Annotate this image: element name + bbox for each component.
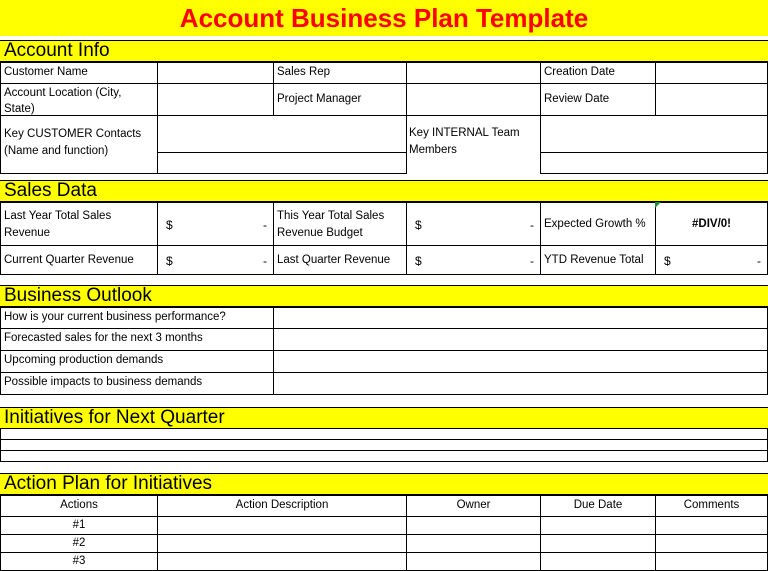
question-4: Possible impacts to business demands (0, 372, 274, 395)
due-date-cell[interactable] (540, 516, 656, 535)
label-account-location: Account Location (City, State) (0, 83, 158, 116)
input-review-date[interactable] (655, 83, 768, 116)
label-last-quarter: Last Quarter Revenue (273, 245, 407, 275)
label-creation-date: Creation Date (540, 62, 656, 84)
amount-value: - (530, 254, 534, 268)
input-internal-team-2[interactable] (540, 152, 768, 174)
action-row-label: #3 (0, 552, 158, 571)
input-last-year-total[interactable] (157, 202, 274, 246)
currency-symbol: $ (415, 218, 422, 232)
label-project-manager: Project Manager (273, 83, 407, 116)
input-customer-contacts-2[interactable] (157, 152, 407, 174)
amount-value: - (263, 218, 267, 232)
currency-symbol: $ (664, 254, 671, 268)
action-description-cell[interactable] (157, 534, 407, 553)
currency-symbol: $ (166, 218, 173, 232)
header-actions: Actions (0, 495, 158, 517)
input-ytd-total[interactable] (655, 245, 768, 275)
input-internal-team-1[interactable] (540, 115, 768, 153)
comments-cell[interactable] (655, 516, 768, 535)
formula-indicator (655, 202, 661, 208)
answer-3[interactable] (273, 350, 768, 373)
input-customer-name[interactable] (157, 62, 274, 84)
owner-cell[interactable] (406, 516, 541, 535)
input-last-quarter[interactable] (406, 245, 541, 275)
amount-value: - (263, 254, 267, 268)
label-current-quarter: Current Quarter Revenue (0, 245, 158, 275)
header-due-date: Due Date (540, 495, 656, 517)
label-expected-growth: Expected Growth % (540, 202, 656, 246)
amount-value: - (530, 218, 534, 232)
label-last-year-total: Last Year Total Sales Revenue (0, 202, 158, 246)
input-sales-rep[interactable] (406, 62, 541, 84)
value-expected-growth: #DIV/0! (655, 202, 768, 246)
currency-symbol: $ (415, 254, 422, 268)
header-owner: Owner (406, 495, 541, 517)
amount-value: - (757, 254, 761, 268)
label-customer-name: Customer Name (0, 62, 158, 84)
owner-cell[interactable] (406, 534, 541, 553)
answer-1[interactable] (273, 307, 768, 329)
comments-cell[interactable] (655, 552, 768, 571)
section-account-info: Account Info (0, 40, 768, 62)
label-key-customer-contacts: Key CUSTOMER Contacts (Name and function) (0, 115, 158, 174)
input-this-year-budget[interactable] (406, 202, 541, 246)
section-action-plan: Action Plan for Initiatives (0, 473, 768, 495)
due-date-cell[interactable] (540, 534, 656, 553)
currency-symbol: $ (166, 254, 173, 268)
due-date-cell[interactable] (540, 552, 656, 571)
action-description-cell[interactable] (157, 552, 407, 571)
question-2: Forecasted sales for the next 3 months (0, 328, 274, 351)
comments-cell[interactable] (655, 534, 768, 553)
label-ytd-total: YTD Revenue Total (540, 245, 656, 275)
label-review-date: Review Date (540, 83, 656, 116)
section-sales-data: Sales Data (0, 180, 768, 202)
owner-cell[interactable] (406, 552, 541, 571)
input-current-quarter[interactable] (157, 245, 274, 275)
action-description-cell[interactable] (157, 516, 407, 535)
label-key-internal-team: Key INTERNAL Team Members (409, 127, 520, 156)
header-comments: Comments (655, 495, 768, 517)
page-title: Account Business Plan Template (0, 0, 768, 36)
section-initiatives: Initiatives for Next Quarter (0, 407, 768, 429)
action-row-label: #1 (0, 516, 158, 535)
answer-4[interactable] (273, 372, 768, 395)
input-creation-date[interactable] (655, 62, 768, 84)
label-sales-rep: Sales Rep (273, 62, 407, 84)
question-1: How is your current business performance? (0, 307, 274, 329)
answer-2[interactable] (273, 328, 768, 351)
action-row-label: #2 (0, 534, 158, 553)
section-business-outlook: Business Outlook (0, 285, 768, 307)
question-3: Upcoming production demands (0, 350, 274, 373)
initiative-row-3[interactable] (0, 450, 768, 462)
input-customer-contacts-1[interactable] (157, 115, 407, 153)
input-project-manager[interactable] (406, 83, 541, 116)
header-action-description: Action Description (157, 495, 407, 517)
label-this-year-budget: This Year Total Sales Revenue Budget (273, 202, 407, 246)
input-account-location[interactable] (157, 83, 274, 116)
